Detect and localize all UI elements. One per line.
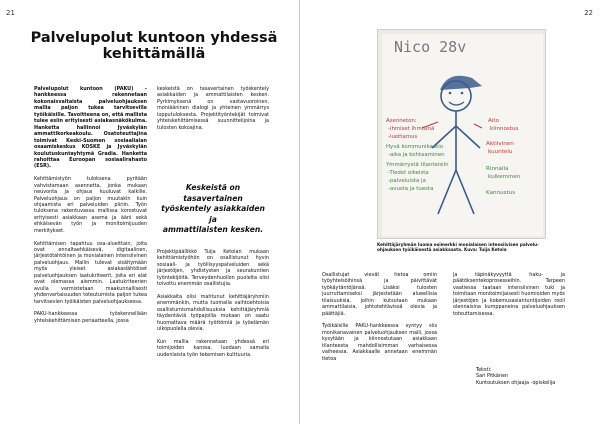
svg-text:Aktiivinen: Aktiivinen — [486, 141, 514, 147]
lead-paragraph: Palvelupolut kuntoon (PAKU) -hankkeessa rakennetaan kokonaisvaltaista palveluohjauksen mallia paljon tukea tarvitseville työikäisille. Tavoitteena on, että mallista tulee esiin erityisesti asiakasnäkökulma. Hanketta hallinnoi Jyväskylän ammattikorkeakoulu. Osatoteuttajina toimivat Keski-Suomen sosiaalialan osaamiskeskus KOSKE ja Jyväskylän koulutuskuntayhtymä Gradia. Hanketta rahoittaa Euroopan sosiaalirahasto (ESR). — [34, 86, 148, 170]
caption-line-1: Kehittäjäryhmän luoma esimerkki monialaisen intensiivisen palvelu- — [377, 242, 539, 247]
body-paragraph: Asiakkaita olisi mahtunut kehittäjäryhmiin enemmänkin, mutta tuomalla vaihtoehtoisia osallistumismahdollisuuksia kehittäjäryhmiä täydentäviä työpajoilla mukaan on saatu huomattava määrä työttömiä ja työelämän ulkopuolella olevia. — [157, 294, 269, 333]
title-line-2: kehittämällä — [102, 46, 206, 62]
board-heading: Nico 28v — [394, 38, 467, 56]
svg-text:Aito: Aito — [488, 118, 499, 124]
body-paragraph: Työikäisille PAKU-hankkeessa syntyy siis monikanavainen palveluohjauksen malli, jossa kysytään ja kiinnostutaan asiakkaan tilanteesta mahdollisimman varhaisessa vaiheessa. Asiakkaalle annetaan enemmän tietoa — [322, 323, 437, 362]
svg-text:Ymmärrystä tilanteisiin: Ymmärrystä tilanteisiin — [386, 162, 449, 168]
left-column-1 — [34, 86, 147, 331]
svg-text:kuuntelu: kuuntelu — [488, 149, 513, 155]
right-column-1 — [322, 272, 437, 368]
pull-quote — [158, 183, 268, 236]
title-line-1: Palvelupolut kuntoon yhdessä — [30, 30, 278, 46]
right-column-2 — [453, 272, 565, 323]
left-column-2-lower — [157, 249, 269, 365]
svg-text:-palveluista ja: -palveluista ja — [388, 178, 426, 184]
credit-name: Sari Pitkänen — [476, 373, 509, 380]
quote-line-3: ammattilaisten kesken. — [162, 225, 264, 235]
svg-text:-Tiedot oikeista: -Tiedot oikeista — [388, 170, 429, 176]
body-paragraph: Kun mallia rakennetaan yhdessä eri toimijoiden kanssa, luodaan samalla uudenlaista työn tekemisen kulttuuria. — [157, 339, 269, 358]
svg-text:-ihmiset ihmisinä: -ihmiset ihmisinä — [388, 126, 435, 132]
svg-text:kiinnostus: kiinnostus — [490, 126, 519, 132]
svg-text:kulkeminen: kulkeminen — [488, 174, 521, 180]
svg-text:-aika ja kohtaaminen: -aika ja kohtaaminen — [388, 152, 445, 158]
left-column-2 — [157, 86, 269, 137]
body-paragraph: Kehittämisen tapahtuu osa-alueittain, joita ovat ennaltaehkäisevä, digitaalinen, järjestötähtöinen ja monialainen intensiivinen palveluohjaus. Mallin tulevat sisältymään myös yleiset asiakaslähtöiset palveluohjauksen laatukriteerit, joita eri alat ovat olemassa aiemmin. Laatukriteerien avulla varmistetaan maakunnallisesti yhdenvertaisuuden toteutumista paljon tukea tarvitsevien työikäisten palveluohjauksessa. — [34, 240, 147, 305]
svg-text:Asenneton:: Asenneton: — [386, 118, 417, 124]
quote-line-1: Keskeistä on tasavertainen — [183, 183, 243, 203]
quote-line-2: työskentely asiakkaiden ja — [161, 204, 265, 224]
body-paragraph: ja täpinäkyvyyttä haku- ja päätöksentekoprosesseihin. Tarpeen vaatiessa taataan intensiivinen tuki ja toimitaan monitoimijaisesti huomioiden myös järjestöjen ja kokemusasiantuntijoiden rooli olennaisina kumppaneina palveluohjauksen toteuttamisessa. — [453, 272, 565, 317]
svg-text:-avusta ja tuesta: -avusta ja tuesta — [388, 186, 434, 192]
svg-text:-luottamus: -luottamus — [388, 134, 418, 140]
body-paragraph: keskeistä on tasavertainen työskentely asiakkaiden ja ammattilaisten kesken. Pyrkimyksenä on vastavuoroinen, moniääninen dialogi ja yhteinen ymmärrys lopputuloksesta. Projektityöntekijät toimivat yhteiskehittämisessä suunnittelijoina ja tulosten kokoajina. — [157, 86, 269, 131]
svg-text:Hyvä kommunikaatio: Hyvä kommunikaatio — [386, 144, 444, 150]
svg-text:Kannustus: Kannustus — [486, 190, 516, 196]
credit-label: Teksti: — [476, 367, 492, 373]
page-number-right: 22 — [584, 9, 593, 17]
body-paragraph: Projektipäällikkö Tuija Ketolan mukaan kehittämistyöhön on osallistunut hyvin sosiaali- ja työllisyyspalveluiden sekä järjestöjen, yhdistysten ja seurakuntien työntekijöitä. Terveydenhuollon puolelta olisi toivottu enemmän osallistujia. — [157, 249, 269, 288]
photo-caption — [377, 242, 549, 253]
flipchart-photo — [377, 29, 546, 239]
flipchart-drawing — [378, 30, 546, 239]
credit-role: Kuntoutuksen ohjaaja -opiskelija — [476, 379, 556, 386]
body-paragraph: Osallistujat vievät tietoa omiin työyhteisöihinsä ja päivittävät työkäytäntöjänsä. Lisäksi tulosten juurruttamiseksi järjestetään alueellisia tilaisuuksia, joihin kutsutaan mukaan ammattilaisia, johtotehtävissä olevia ja päättäjiä. — [322, 272, 437, 317]
svg-text:Rinnalla: Rinnalla — [486, 166, 509, 172]
author-credit — [476, 367, 555, 386]
article-title — [14, 30, 294, 62]
body-paragraph: PAKU-hankkeessa työskennellään yhteiskehittämisen periaatteella, jossa — [34, 311, 147, 324]
caption-line-2: ohjauksen työikäisestä asiakkaasta. Kuva: Tuija Ketola — [377, 247, 507, 253]
body-paragraph: Kehittämistyön tuloksena pyritään vahvistamaan asennetta, jonka mukaan neuvonta ja ohjaus kuuluvat kaikille. Palveluohjaus on paljon muutakin kuin ohjaamista eri palveluiden piiriin. Työn tuloksena rakentuvassa mallissa korostuvat erityisesti asiakkaan asema ja ääni sekä ehkäisevän työn ja monitoimijuuden merkitykset. — [34, 176, 147, 234]
page-number-left: 21 — [6, 9, 15, 17]
